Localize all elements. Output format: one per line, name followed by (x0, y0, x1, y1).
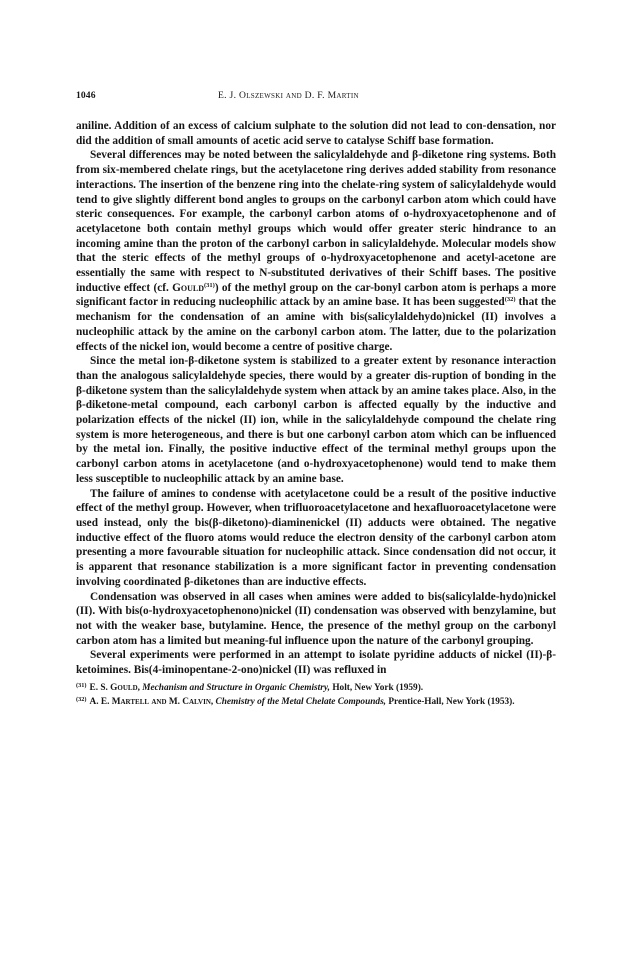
footnote-title: Chemistry of the Metal Chelate Compounds, (215, 697, 387, 708)
footnote-title: Mechanism and Structure in Organic Chemistry, (142, 682, 330, 693)
paragraph-5: Condensation was observed in all cases when amines were added to bis(salicylalde-hydo)nickel (II). With bis(o-hydroxyacetophenono)nickel (II) condensation was observed with benzylamine, but not with the weaker base, butylamine. Hence, the presence of the methyl group on the carbonyl carbon atom has a limited but meaning-ful influence upon the nature of the carbonyl grouping. (76, 590, 556, 647)
footnote-mark: (32) (76, 696, 87, 704)
footnote-mark: (31) (76, 681, 87, 689)
citation-author-gould: Gould (172, 281, 204, 294)
paragraph-6: Several experiments were performed in an attempt to isolate pyridine adducts of nickel (II)-β-ketoimines. Bis(4-iminopentane-2-ono)nickel (II) was refluxed in (76, 649, 556, 677)
footnote-publisher: Prentice-Hall, New York (1953). (388, 697, 515, 708)
citation-ref-31: (31) (204, 281, 215, 289)
running-head (76, 90, 556, 108)
paragraph-4: The failure of amines to condense with acetylacetone could be a result of the positive inductive effect of the methyl group. However, when trifluoroacetylacetone and hexafluoroacetylacetone were used instead, only the bis(β-diketono)-diaminenickel (II) adducts were obtained. The negative inductive effect of the fluoro atoms would reduce the electron density of the carbonyl carbon atom presenting a more favourable situation for nucleophilic attack. Since condensation did not occur, it is apparent that resonance stabilization is a more significant factor in preventing condensation involving coordinated β-diketones than are inductive effects. (76, 487, 556, 588)
paragraph-2 (76, 148, 556, 354)
running-head-authors: E. J. Olszewski and D. F. Martin (218, 90, 359, 101)
journal-page (76, 90, 556, 709)
footnote-31 (76, 680, 556, 695)
footnote-author: E. S. Gould, (89, 682, 140, 693)
footnote-author: A. E. Martell and M. Calvin, (89, 697, 214, 708)
footnote-publisher: Holt, New York (1959). (332, 682, 424, 693)
paragraph-2-part-2: ) of the methyl group on the car-bonyl carbon atom is perhaps a more significant factor in reducing nucleophilic attack by an amine base. It has been suggested (76, 281, 556, 309)
footnotes (76, 680, 556, 709)
page-number: 1046 (76, 90, 96, 101)
paragraph-2-part-1: Several differences may be noted between the salicylaldehyde and β-diketone ring systems. Both from six-membered chelate rings, but the acetylacetone ring derives added stability from resonance interactions. The insertion of the benzene ring into the chelate-ring system of salicylaldehyde would tend to give slightly different bond angles to groups on the carbonyl carbon atom which could have steric consequences. For example, the carbonyl carbon atoms of o-hydroxyacetophenone and of acetylacetone both contain methyl groups which would offer greater steric hindrance to an incoming amine than the proton of the carbonyl carbon in salicylaldehyde. Molecular models show that the steric effects of the methyl groups of o-hydroxyacetophenone and acetyl-acetone are essentially the same with respect to N-substituted derivatives of their Schiff bases. The positive inductive effect (cf. (76, 149, 556, 294)
paragraph-3: Since the metal ion-β-diketone system is stabilized to a greater extent by resonance interaction than the analogous salicylaldehyde species, there would by a greater dis-ruption of bonding in the β-diketone system than the salicylaldehyde system when attack by an amine takes place. Also, in the β-diketone-metal compound, each carbonyl carbon is affected equally by the inductive and polarization effects of the nickel (II) ion, while in the salicylaldehyde compound the chelate ring system is more heterogeneous, and there is but one carbonyl carbon atom which can be influenced by the metal ion. Finally, the positive inductive effect of the terminal methyl groups upon the carbonyl carbon atoms in acetylacetone (and o-hydroxyacetophenone) would tend to make them less susceptible to nucleophilic attack by an amine base. (76, 355, 556, 485)
article-body (76, 119, 556, 678)
paragraph-1: aniline. Addition of an excess of calcium sulphate to the solution did not lead to con-densation, nor did the addition of small amounts of acetic acid serve to catalyse Schiff base formation. (76, 120, 556, 147)
paragraph-2-part-3: that the mechanism for the condensation of an amine with bis(salicylaldehydo)nickel (II) involves a nucleophilic attack by the amine on the carbonyl carbon atom. The latter, due to the polarization effects of the nickel ion, would become a centre of positive charge. (76, 296, 556, 353)
citation-ref-32: (32) (504, 296, 516, 304)
footnote-32 (76, 694, 556, 709)
